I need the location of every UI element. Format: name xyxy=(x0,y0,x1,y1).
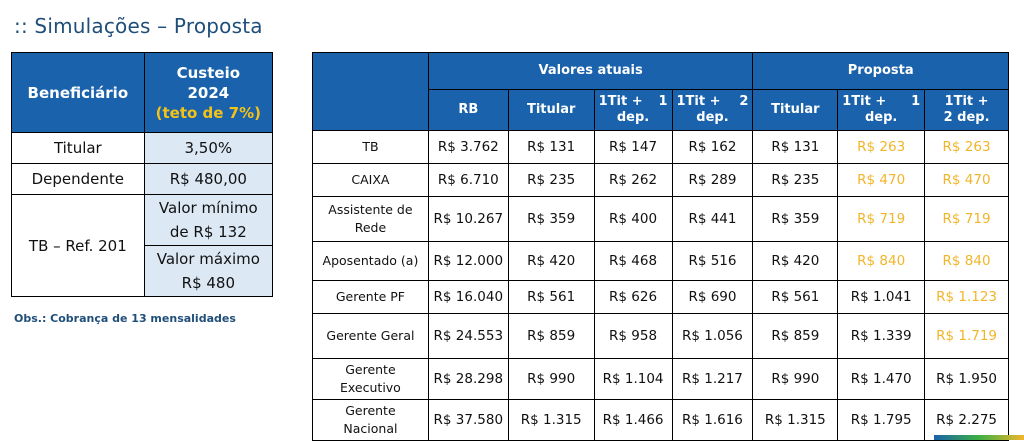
maximo-line2: R$ 480 xyxy=(181,274,236,292)
cell-rb: R$ 16.040 xyxy=(428,281,508,314)
header-custeio-line1: Custeio xyxy=(176,63,241,82)
cell-p-1: R$ 1.470 xyxy=(838,359,925,400)
row-category-line1: CAIXA xyxy=(351,172,390,187)
header-proposta-1tit-2dep xyxy=(925,90,1009,131)
cell-va-1: R$ 262 xyxy=(594,164,672,197)
cell-p-1: R$ 1.795 xyxy=(838,400,925,441)
header-custeio-teto: (teto de 7%) xyxy=(155,103,262,122)
cell-va-2: R$ 1.056 xyxy=(672,314,753,359)
row-category xyxy=(313,359,429,400)
slide-title: :: Simulações – Proposta xyxy=(14,14,263,38)
row-category xyxy=(313,197,429,242)
row-category-line2: Rede xyxy=(354,220,387,235)
cell-va-1: R$ 400 xyxy=(594,197,672,242)
cell-p-2: R$ 2.275 xyxy=(925,400,1009,441)
header-1tit-1dep xyxy=(594,90,672,131)
table-row xyxy=(313,359,1009,400)
cell-p-tit: R$ 859 xyxy=(753,314,838,359)
observation-note: Obs.: Cobrança de 13 mensalidades xyxy=(14,312,236,325)
cell-va-tit: R$ 131 xyxy=(508,131,594,164)
header-custeio-line2: 2024 xyxy=(187,83,230,102)
cell-p-1: R$ 470 xyxy=(838,164,925,197)
cell-rb: R$ 28.298 xyxy=(428,359,508,400)
minimo-line2: de R$ 132 xyxy=(169,223,247,241)
cell-rb: R$ 37.580 xyxy=(428,400,508,441)
cell-va-2: R$ 289 xyxy=(672,164,753,197)
row-value-dependente: R$ 480,00 xyxy=(144,164,272,195)
row-category xyxy=(313,281,429,314)
row-category-line2: Nacional xyxy=(343,421,398,436)
header-1tit-1dep-dep: dep. xyxy=(616,110,650,125)
cell-va-1: R$ 626 xyxy=(594,281,672,314)
cell-va-2: R$ 1.616 xyxy=(672,400,753,441)
row-label-titular: Titular xyxy=(12,133,145,164)
cell-va-tit: R$ 420 xyxy=(508,242,594,281)
row-value-minimo xyxy=(144,195,272,246)
row-label-tb-ref: TB – Ref. 201 xyxy=(12,195,145,297)
header-group-valores-atuais: Valores atuais xyxy=(428,53,753,90)
cell-p-2: R$ 1.950 xyxy=(925,359,1009,400)
row-value-titular: 3,50% xyxy=(144,133,272,164)
cell-rb: R$ 3.762 xyxy=(428,131,508,164)
cell-p-2: R$ 263 xyxy=(925,131,1009,164)
cell-p-tit: R$ 1.315 xyxy=(753,400,838,441)
row-label-dependente: Dependente xyxy=(12,164,145,195)
header-titular: Titular xyxy=(508,90,594,131)
simulation-table xyxy=(312,52,1009,441)
table-row xyxy=(313,197,1009,242)
cell-p-1: R$ 840 xyxy=(838,242,925,281)
header-proposta-titular: Titular xyxy=(753,90,838,131)
cell-va-2: R$ 690 xyxy=(672,281,753,314)
cell-va-2: R$ 516 xyxy=(672,242,753,281)
cell-rb: R$ 10.267 xyxy=(428,197,508,242)
cell-rb: R$ 6.710 xyxy=(428,164,508,197)
header-1tit-2dep-dep: dep. xyxy=(696,110,729,125)
row-category-line1: Gerente Geral xyxy=(326,328,415,343)
header-proposta-1tit-1dep-b: 1 xyxy=(911,94,921,109)
cell-p-tit: R$ 420 xyxy=(753,242,838,281)
row-category xyxy=(313,314,429,359)
cell-p-2: R$ 1.719 xyxy=(925,314,1009,359)
cell-va-1: R$ 1.104 xyxy=(594,359,672,400)
header-rb: RB xyxy=(428,90,508,131)
header-group-proposta: Proposta xyxy=(753,53,1009,90)
cell-p-2: R$ 840 xyxy=(925,242,1009,281)
cell-va-1: R$ 1.466 xyxy=(594,400,672,441)
cell-va-tit: R$ 561 xyxy=(508,281,594,314)
row-category-line1: Aposentado (a) xyxy=(322,253,419,268)
header-proposta-1tit-1dep-dep: dep. xyxy=(865,110,898,125)
cell-p-1: R$ 1.339 xyxy=(838,314,925,359)
row-category-line1: TB xyxy=(362,139,379,154)
header-empty xyxy=(313,53,429,131)
header-1tit-1dep-b: 1 xyxy=(658,94,668,109)
cell-va-tit: R$ 235 xyxy=(508,164,594,197)
header-1tit-1dep-a: 1Tit + xyxy=(598,94,643,109)
cell-p-1: R$ 1.041 xyxy=(838,281,925,314)
cell-va-1: R$ 958 xyxy=(594,314,672,359)
row-category-line1: Assistente de xyxy=(328,202,413,217)
row-category-line1: Gerente PF xyxy=(335,289,405,304)
row-value-maximo xyxy=(144,246,272,297)
row-category xyxy=(313,131,429,164)
row-category-line1: Gerente xyxy=(345,403,396,418)
header-1tit-2dep-b: 2 xyxy=(739,94,749,109)
cell-p-tit: R$ 561 xyxy=(753,281,838,314)
cell-p-tit: R$ 235 xyxy=(753,164,838,197)
cell-p-tit: R$ 359 xyxy=(753,197,838,242)
cell-va-tit: R$ 859 xyxy=(508,314,594,359)
cell-va-1: R$ 468 xyxy=(594,242,672,281)
row-category-line2: Executivo xyxy=(340,380,401,395)
row-category xyxy=(313,242,429,281)
cell-va-tit: R$ 359 xyxy=(508,197,594,242)
table-row xyxy=(313,164,1009,197)
table-row xyxy=(313,314,1009,359)
cell-va-2: R$ 1.217 xyxy=(672,359,753,400)
cell-rb: R$ 12.000 xyxy=(428,242,508,281)
cell-rb: R$ 24.553 xyxy=(428,314,508,359)
cell-va-tit: R$ 990 xyxy=(508,359,594,400)
table-row xyxy=(313,400,1009,441)
header-proposta-1tit-2dep-a: 1Tit + xyxy=(944,94,989,109)
row-category xyxy=(313,400,429,441)
cell-p-tit: R$ 990 xyxy=(753,359,838,400)
table-row xyxy=(313,131,1009,164)
custeio-table xyxy=(11,52,273,297)
row-category xyxy=(313,164,429,197)
header-beneficiario: Beneficiário xyxy=(12,53,145,133)
row-category-line1: Gerente xyxy=(345,362,396,377)
cell-p-1: R$ 263 xyxy=(838,131,925,164)
cell-va-2: R$ 162 xyxy=(672,131,753,164)
header-proposta-1tit-2dep-b: 2 dep. xyxy=(943,110,990,125)
header-custeio xyxy=(144,53,272,133)
cell-va-1: R$ 147 xyxy=(594,131,672,164)
header-1tit-2dep-a: 1Tit + xyxy=(676,94,721,109)
header-proposta-1tit-1dep-a: 1Tit + xyxy=(842,94,887,109)
decorative-stripe xyxy=(934,435,1024,440)
header-proposta-1tit-1dep xyxy=(838,90,925,131)
cell-p-1: R$ 719 xyxy=(838,197,925,242)
cell-p-2: R$ 719 xyxy=(925,197,1009,242)
table-row xyxy=(313,281,1009,314)
table-row xyxy=(313,242,1009,281)
cell-va-2: R$ 441 xyxy=(672,197,753,242)
minimo-line1: Valor mínimo xyxy=(158,199,258,217)
cell-p-2: R$ 470 xyxy=(925,164,1009,197)
cell-p-2: R$ 1.123 xyxy=(925,281,1009,314)
maximo-line1: Valor máximo xyxy=(156,250,260,268)
cell-p-tit: R$ 131 xyxy=(753,131,838,164)
header-1tit-2dep xyxy=(672,90,753,131)
cell-va-tit: R$ 1.315 xyxy=(508,400,594,441)
